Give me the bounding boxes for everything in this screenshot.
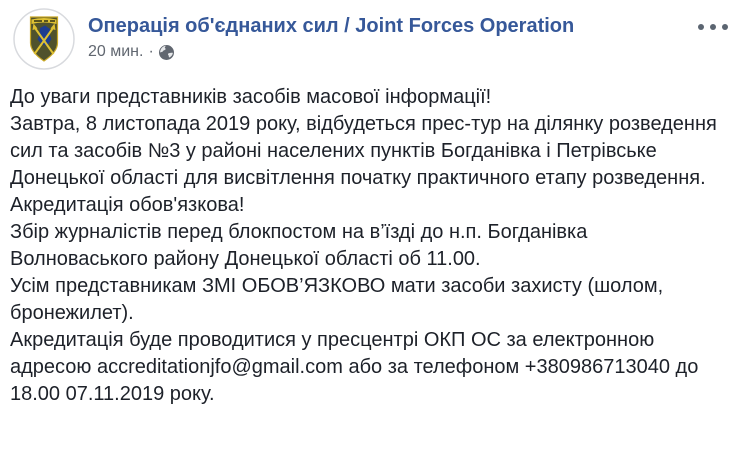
post-paragraph: Завтра, 8 листопада 2019 року, відбудеться прес-тур на ділянку розведення сил та засобів №3 у районі населених пунктів Богданівка і Петрівське Донецької області для висвітлення початку практичного етапу розведення. [10,113,717,189]
timestamp-link[interactable]: 20 мин. [88,43,144,60]
page-name-link[interactable]: Операція об'єднаних сил / Joint Forces Operation [88,15,575,37]
page-avatar-jfo-emblem[interactable] [13,8,75,70]
meta-separator: · [148,43,154,60]
post-paragraph: Акредитація буде проводитися у пресцентрі ОКП ОС за електронною адресою accreditationjfo@gmail.com або за телефоном +380986713040 до 18.00 07.11.2019 року. [10,329,699,405]
post-body-text [0,70,744,408]
ellipsis-dot [698,24,704,30]
post-paragraph: Усім представникам ЗМІ ОБОВ’ЯЗКОВО мати засоби захисту (шолом, бронежилет). [10,275,664,324]
more-options-button[interactable] [696,19,730,35]
ellipsis-dot [722,24,728,30]
privacy-globe-icon [159,45,174,60]
post-meta [88,43,574,61]
post-header [0,0,744,70]
ellipsis-dot [710,24,716,30]
post-paragraph: До уваги представників засобів масової інформації! [10,86,492,108]
post-paragraph: Акредитація обов'язкова! [10,194,245,216]
header-text [88,8,574,61]
post-paragraph: Збір журналістів перед блокпостом на в’їзді до н.п. Богданівка Волноваського району Донецької області об 11.00. [10,221,588,270]
